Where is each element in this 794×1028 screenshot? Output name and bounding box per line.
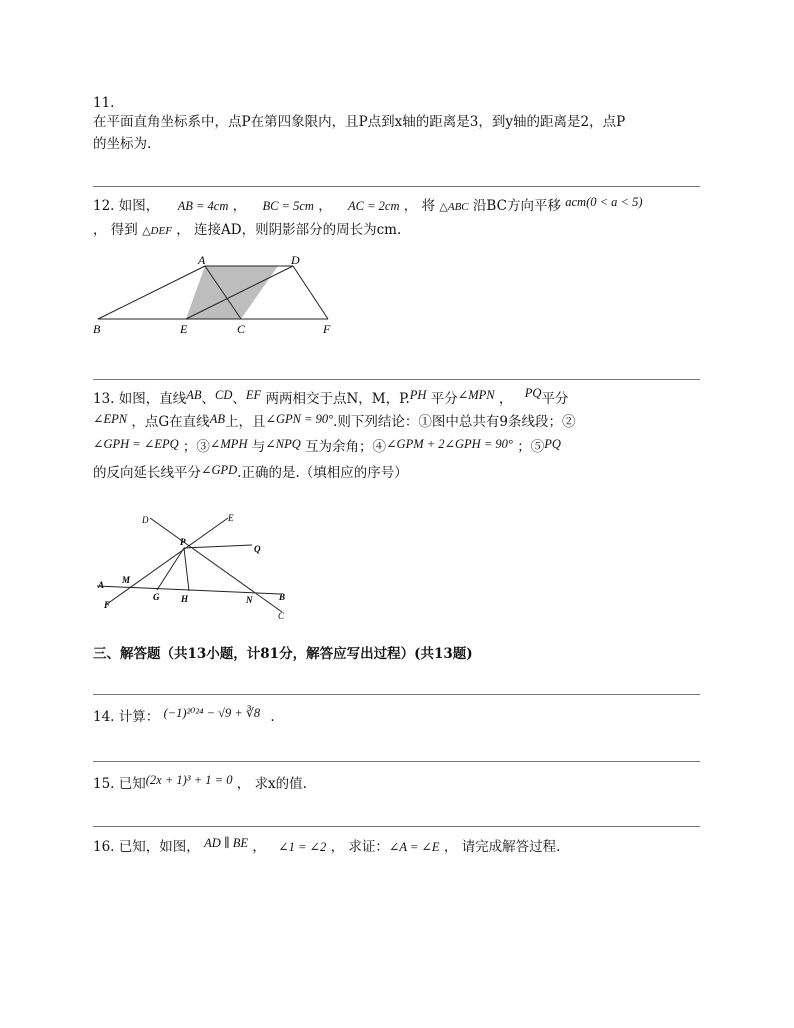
label-f: F xyxy=(104,600,111,610)
q16-line xyxy=(93,838,560,856)
label-d: D xyxy=(142,515,149,525)
q14-expression: (−1)²⁰²⁴ − √9 + ∛8 xyxy=(163,706,261,720)
q13-angle-sum: ∠GPM + 2∠GPH = 90° xyxy=(386,437,513,451)
q12-line2 xyxy=(93,221,401,240)
q13-text: 、 xyxy=(232,391,246,407)
q11-number: 11. xyxy=(93,95,115,111)
q13-text: 与 xyxy=(251,439,266,455)
label-m: M xyxy=(122,575,131,585)
q14-text: . xyxy=(270,709,275,725)
q13-text: ，点G在直线 xyxy=(131,414,210,430)
q12-ac: AC = 2cm xyxy=(348,199,400,213)
q13-text: .正确的是.（填相应的序号） xyxy=(237,465,408,481)
label-b: B xyxy=(279,592,286,602)
q13-ab: AB xyxy=(186,388,202,402)
segment-df xyxy=(293,266,328,319)
section-heading: 三、解答题（共13小题，计81分，解答应写出过程）(共13题) xyxy=(93,646,473,662)
q13-ef: EF xyxy=(245,388,262,402)
q12-bc: BC = 5cm xyxy=(262,199,314,213)
q12-text: ， 得到 xyxy=(93,222,138,238)
q14-label: 14. 计算： xyxy=(93,709,160,725)
q16-angle-equality: ∠1 = ∠2 xyxy=(278,840,327,854)
label-e: E xyxy=(180,322,188,336)
label-d: D xyxy=(291,253,300,267)
q13-line4 xyxy=(93,464,408,482)
q16-text: ， 求证： xyxy=(330,839,389,855)
q15-line xyxy=(93,775,307,793)
q12-line1 xyxy=(93,197,643,216)
q13-text: 平分 xyxy=(430,391,458,407)
q13-pq: PQ xyxy=(544,437,561,451)
q12-shift: acm(0 < a < 5) xyxy=(565,195,643,209)
q16-text: ， xyxy=(252,839,266,855)
label-g: G xyxy=(153,592,160,602)
q13-text: .则下列结论：①图中总共有9条线段；② xyxy=(333,414,576,430)
label-p: P xyxy=(180,537,186,547)
segment-pg xyxy=(157,548,184,590)
q13-text: ；⑤ xyxy=(517,439,545,455)
label-a: A xyxy=(98,580,105,590)
q11-text-line1: 在平面直角坐标系中，点P在第四象限内，且P点到x轴的距离是3，到y轴的距离是2，点P xyxy=(93,114,626,130)
q12-text: ， 连接AD，则阴影部分的周长为cm. xyxy=(176,222,402,238)
q13-angle-gpn: ∠GPN = 90° xyxy=(265,412,334,426)
q13-angle-epn: ∠EPN xyxy=(93,412,128,426)
q13-angle-gpd: ∠GPD xyxy=(201,463,238,477)
q12-triangle-abc: △ABC xyxy=(439,201,469,213)
q12-figure xyxy=(88,252,348,340)
q13-ab: AB xyxy=(209,412,225,426)
q13-line1 xyxy=(93,386,569,408)
q13-text: 互为余角；④ xyxy=(305,439,387,455)
q13-angle-gph: ∠GPH = ∠EPQ xyxy=(93,437,179,451)
q12-ab: AB = 4cm xyxy=(177,199,229,213)
q16-claim: ∠A = ∠E xyxy=(388,840,440,854)
q13-line3 xyxy=(93,438,561,456)
q12-sep: ， 将 xyxy=(403,198,436,214)
q13-line2 xyxy=(93,413,576,431)
divider xyxy=(93,694,700,695)
q11-text-line2: 的坐标为. xyxy=(93,136,152,152)
q13-angle-npq: ∠NPQ xyxy=(265,437,301,451)
label-c: C xyxy=(278,611,285,621)
divider xyxy=(93,761,700,762)
q13-text: 上，且 xyxy=(224,414,266,430)
line-cd xyxy=(150,518,282,612)
q15-text: ， 求x的值. xyxy=(236,776,307,792)
label-f: F xyxy=(323,322,331,336)
q13-pq: PQ xyxy=(524,386,542,400)
q13-text: 、 xyxy=(201,391,216,407)
q13-angle-mph: ∠MPH xyxy=(209,437,248,451)
q13-number: 13. 如图，直线 xyxy=(93,391,187,407)
q13-angle-mpn: ∠MPN xyxy=(457,388,495,402)
label-a: A xyxy=(198,253,206,267)
q13-text: ；③ xyxy=(182,439,210,455)
divider xyxy=(93,379,700,380)
q13-text: ， xyxy=(498,391,513,407)
q16-text: ， 请完成解答过程. xyxy=(443,839,561,855)
q12-triangle-def: △DEF xyxy=(142,225,172,237)
q16-parallel: AD ∥ BE xyxy=(204,836,249,850)
label-n: N xyxy=(246,595,253,605)
q12-mid-text: 沿BC方向平移 xyxy=(472,198,561,214)
q13-text: 两两相交于点N，M，P. xyxy=(265,391,410,407)
q15-expression: (2x + 1)³ + 1 = 0 xyxy=(145,773,233,787)
segment-ph xyxy=(184,548,189,591)
label-q: Q xyxy=(254,544,261,554)
divider xyxy=(93,186,700,187)
divider xyxy=(93,826,700,827)
label-e: E xyxy=(228,513,234,523)
q14-line xyxy=(93,708,275,726)
q13-ph: PH xyxy=(409,388,427,402)
q13-text: 的反向延长线平分 xyxy=(93,465,201,481)
q12-sep: ， xyxy=(232,198,247,214)
q12-number: 12. 如图， xyxy=(93,198,160,214)
label-h: H xyxy=(181,594,189,604)
shaded-region xyxy=(186,266,278,319)
q15-label: 15. 已知 xyxy=(93,776,146,792)
q12-sep: ， xyxy=(318,198,332,214)
q16-label: 16. 已知，如图， xyxy=(93,839,200,855)
ray-pq xyxy=(184,545,252,548)
q13-cd: CD xyxy=(215,388,233,402)
q13-figure xyxy=(92,508,302,626)
label-c: C xyxy=(237,322,246,336)
label-b: B xyxy=(93,322,101,336)
q13-text: 平分 xyxy=(541,391,569,407)
